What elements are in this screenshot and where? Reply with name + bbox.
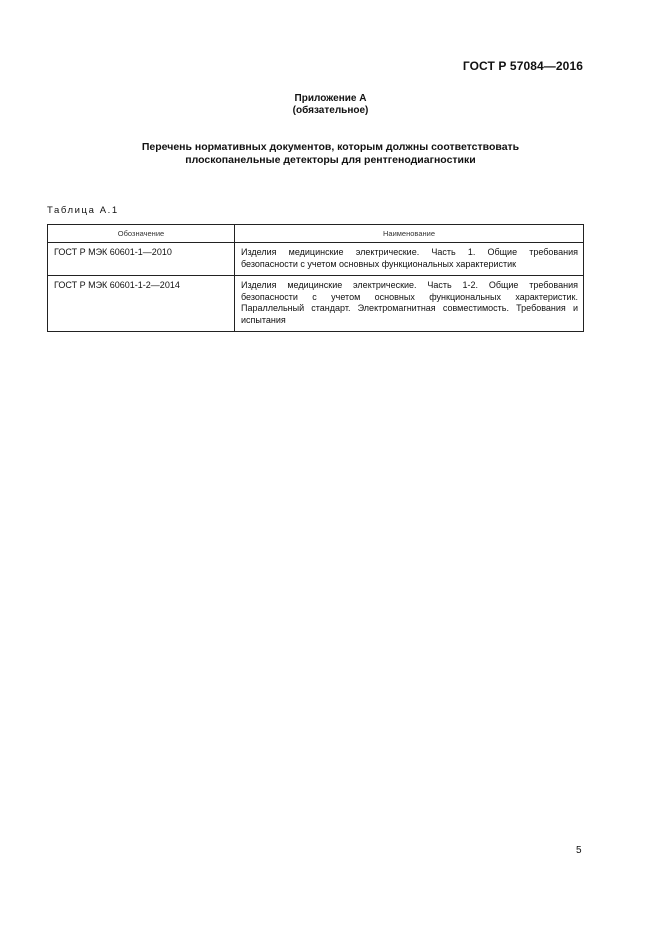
document-title (0, 141, 661, 167)
document-code-cell: ГОСТ Р МЭК 60601-1-2—2014 (48, 276, 235, 332)
column-header-name: Наименование (235, 225, 584, 243)
document-name-cell: Изделия медицинские электрические. Часть 1. Общие требования безопасности с учетом основных функциональных характеристик (235, 243, 584, 276)
standard-code: ГОСТ Р 57084—2016 (462, 59, 583, 73)
page-number: 5 (576, 845, 582, 856)
table-row (48, 276, 584, 332)
document-name-cell: Изделия медицинские электрические. Часть 1-2. Общие требования безопасности с учетом основных функциональных характеристик. Параллельный стандарт. Электромагнитная совместимость. Требования и испытания (235, 276, 584, 332)
table-header-row (48, 225, 584, 243)
table-row (48, 243, 584, 276)
document-code-cell: ГОСТ Р МЭК 60601-1—2010 (48, 243, 235, 276)
annex-heading (0, 93, 661, 117)
table-caption: Таблица А.1 (47, 205, 119, 216)
document-title-line-2: плоскопанельные детекторы для рентгенодиагностики (185, 154, 476, 166)
normative-documents-table (47, 224, 584, 332)
annex-status: (обязательное) (292, 105, 369, 116)
document-title-line-1: Перечень нормативных документов, которым должны соответствовать (141, 141, 520, 153)
annex-title: Приложение А (294, 93, 367, 104)
column-header-designation: Обозначение (48, 225, 235, 243)
